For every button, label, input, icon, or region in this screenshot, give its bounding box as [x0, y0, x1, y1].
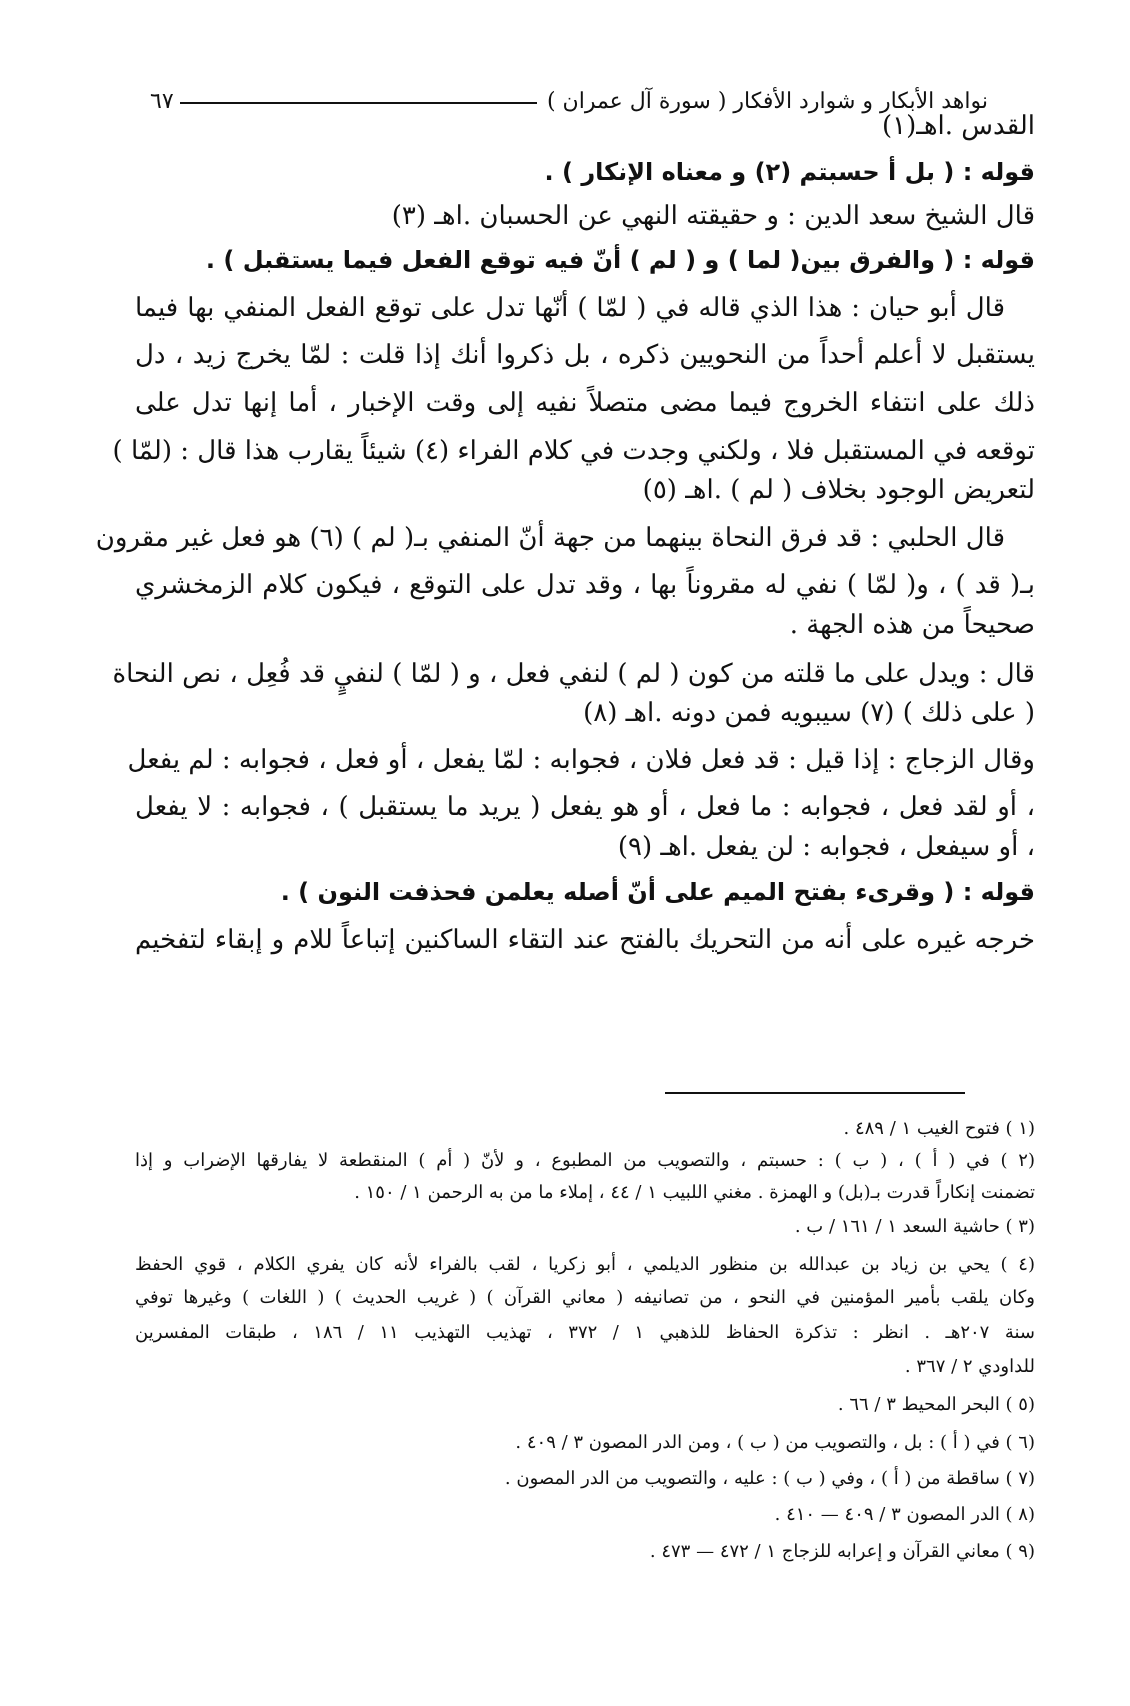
header-rule — [180, 102, 537, 104]
heading-line: قوله : ( وقرىء بفتح الميم على أنّ أصله يعلمن فحذفت النون ) . — [280, 878, 1035, 906]
footnote-line: (٩ ) معاني القرآن و إعرابه للزجاج ١ / ٤٧٢ — ٤٧٣ . — [649, 1541, 1035, 1562]
footnote-line: للداودي ٢ / ٣٦٧ . — [904, 1356, 1035, 1377]
body-line: بـ( قد ) ، و( لمّا ) نفي له مقروناً بها ، وقد تدل على التوقع ، فيكون كلام الزمخشري — [135, 570, 1035, 600]
body-line: قال الحلبي : قد فرق النحاة بينهما من جهة أنّ المنفي بـ( لم ) (٦) هو فعل غير مقرون — [95, 523, 1005, 553]
heading-line: قوله : ( بل أ حسبتم (٢) و معناه الإنكار ) . — [544, 158, 1035, 186]
footnote-line: (٦ ) في ( أ ) : بل ، والتصويب من ( ب ) ، ومن الدر المصون ٣ / ٤٠٩ . — [515, 1432, 1035, 1453]
body-line: خرجه غيره على أنه من التحريك بالفتح عند التقاء الساكنين إتباعاً للام و إبقاء لتفخيم — [135, 925, 1035, 955]
footnote-line: وكان يلقب بأمير المؤمنين في النحو ، من تصانيفه ( معاني القرآن ) ( غريب الحديث ) ( اللغات ) وغيرها توفي — [135, 1287, 1035, 1308]
body-line: وقال الزجاج : إذا قيل : قد فعل فلان ، فجوابه : لمّا يفعل ، أو فعل ، فجوابه : لم يفعل — [127, 745, 1035, 775]
body-line: ( على ذلك ) (٧) سيبويه فمن دونه .اهـ (٨) — [583, 698, 1035, 728]
body-line: ، أو سيفعل ، فجوابه : لن يفعل .اهـ (٩) — [617, 832, 1035, 862]
heading-line: قوله : ( والفرق بين( لما ) و ( لم ) أنّ فيه توقع الفعل فيما يستقبل ) . — [205, 246, 1035, 274]
body-line: ، أو لقد فعل ، فجوابه : ما فعل ، أو هو يفعل ( يريد ما يستقبل ) ، فجوابه : لا يفعل — [135, 792, 1035, 822]
footnote-line: (١ ) فتوح الغيب ١ / ٤٨٩ . — [843, 1118, 1035, 1139]
header-title: نواهد الأبكار و شوارد الأفكار ( سورة آل عمران ) — [546, 89, 988, 114]
body-line: قال : ويدل على ما قلته من كون ( لم ) لنفي فعل ، و ( لمّا ) لنفيٍ قد فُعِل ، نص النحاة — [112, 659, 1035, 689]
footnote-line: (٥ ) البحر المحيط ٣ / ٦٦ . — [837, 1394, 1035, 1415]
footnote-line: تضمنت إنكاراً قدرت بـ(بل) و الهمزة . مغني اللبيب ١ / ٤٤ ، إملاء ما من به الرحمن ١ / ١٥٠ . — [354, 1182, 1035, 1203]
page-number: ٦٧ — [150, 89, 174, 114]
body-line: قال الشيخ سعد الدين : و حقيقته النهي عن الحسبان .اهـ (٣) — [391, 201, 1035, 231]
footnote-line: (٢ ) في ( أ ) ، ( ب ) : حسبتم ، والتصويب من المطبوع ، و لأنّ ( أم ) المنقطعة لا يفارقها الإضراب و إذا — [135, 1150, 1035, 1171]
footnote-line: (٤ ) يحي بن زياد بن عبدالله بن منظور الديلمي ، أبو زكريا ، لقب بالفراء لأنه كان يفري الكلام ، قوي الحفظ — [135, 1254, 1035, 1275]
body-line: ذلك على انتفاء الخروج فيما مضى متصلاً نفيه إلى وقت الإخبار ، أما إنها تدل على — [135, 388, 1035, 418]
footnote-line: (٨ ) الدر المصون ٣ / ٤٠٩ — ٤١٠ . — [774, 1504, 1035, 1525]
body-line: يستقبل لا أعلم أحداً من النحويين ذكره ، بل ذكروا أنك إذا قلت : لمّا يخرج زيد ، دل — [135, 340, 1035, 370]
footnote-line: (٧ ) ساقطة من ( أ ) ، وفي ( ب ) : عليه ، والتصويب من الدر المصون . — [504, 1468, 1035, 1489]
footnote-separator — [665, 1092, 965, 1094]
footnote-line: سنة ٢٠٧هـ . انظر : تذكرة الحفاظ للذهبي ١ / ٣٧٢ ، تهذيب التهذيب ١١ / ١٨٦ ، طبقات المفسرين — [135, 1322, 1036, 1343]
body-line: قال أبو حيان : هذا الذي قاله في ( لمّا ) أنّها تدل على توقع الفعل المنفي بها فيما — [135, 293, 1005, 323]
body-line: توقعه في المستقبل فلا ، ولكني وجدت في كلام الفراء (٤) شيئاً يقارب هذا قال : (لمّا ) — [112, 436, 1035, 466]
body-line: القدس .اهـ(١) — [881, 111, 1035, 141]
body-line: لتعريض الوجود بخلاف ( لم ) .اهـ (٥) — [642, 475, 1035, 505]
body-line: صحيحاً من هذه الجهة . — [789, 610, 1035, 640]
footnote-line: (٣ ) حاشية السعد ١ / ١٦١ / ب . — [794, 1216, 1035, 1237]
